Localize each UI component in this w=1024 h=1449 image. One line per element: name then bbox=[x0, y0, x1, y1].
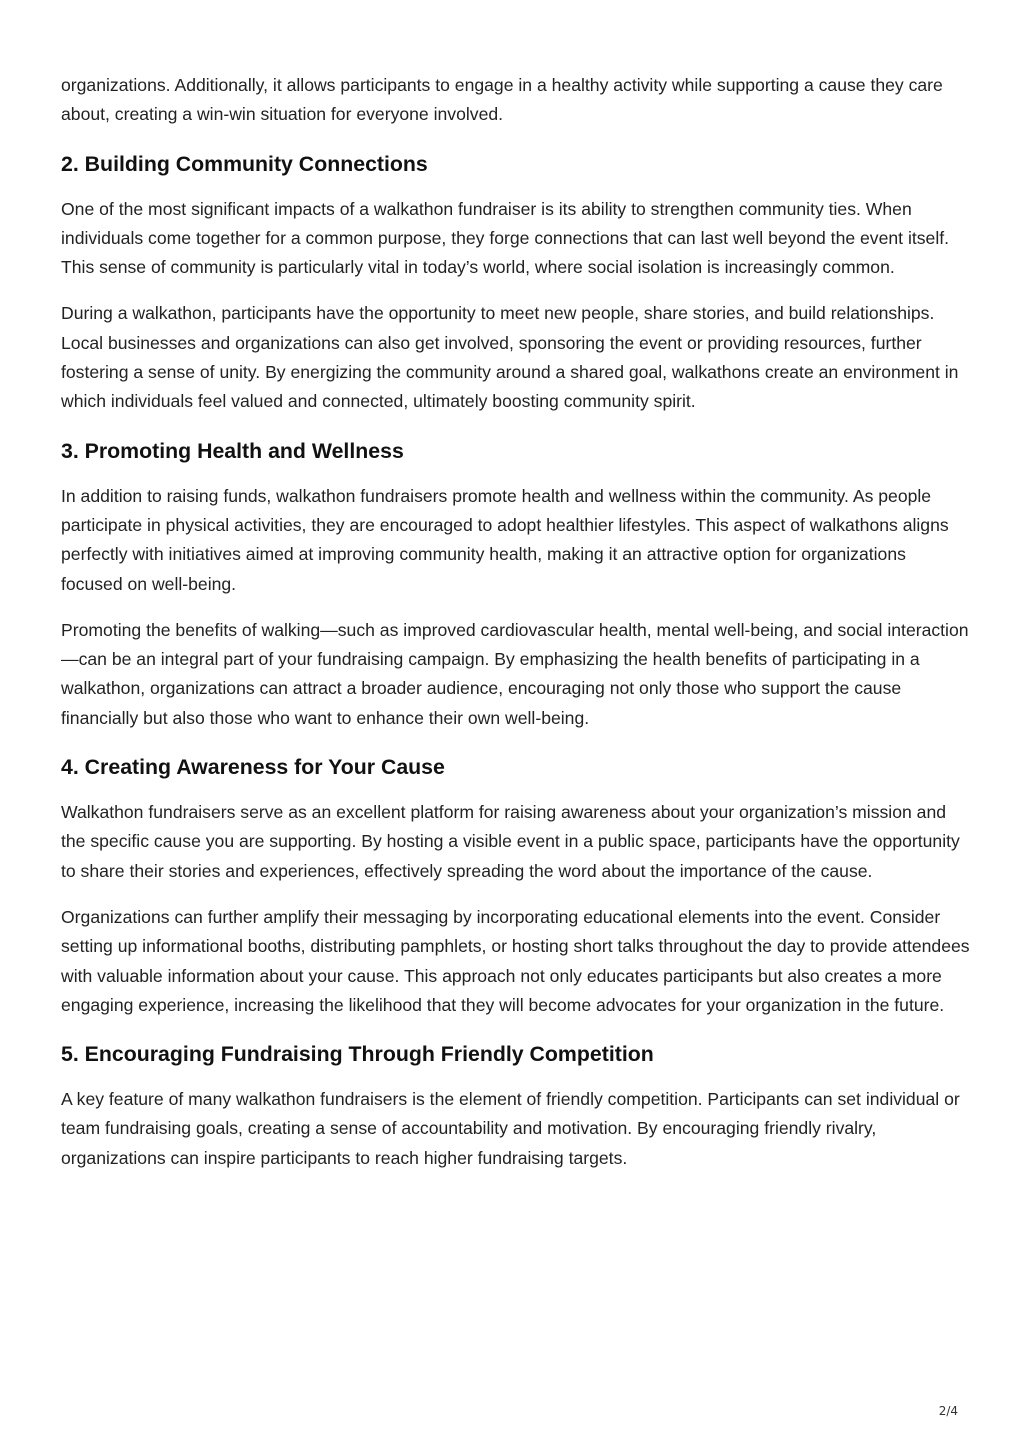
paragraph: A key feature of many walkathon fundraisers is the element of friendly competition. Participants can set individual or team fundraising goals, creating a sense of accountability and motivation. By encouraging friendly rivalry, organizations can inspire participants to reach higher fundraising targets. bbox=[61, 1089, 960, 1168]
paragraph: Walkathon fundraisers serve as an excellent platform for raising awareness about your organization’s mission and the specific cause you are supporting. By hosting a visible event in a public space, participants have the opportunity to share their stories and experiences, effectively spreading the word about the importance of the cause. bbox=[61, 802, 960, 881]
section-creating-awareness bbox=[61, 753, 971, 1020]
paragraph: Organizations can further amplify their messaging by incorporating educational elements into the event. Consider setting up informational booths, distributing pamphlets, or hosting short talks throughout the day to provide attendees with valuable information about your cause. This approach not only educates participants but also creates a more engaging experience, increasing the likelihood that they will become advocates for your organization in the future. bbox=[61, 906, 970, 1015]
paragraph: One of the most significant impacts of a walkathon fundraiser is its ability to strengthen community ties. When individuals come together for a common purpose, they forge connections that can last well beyond the event itself. This sense of community is particularly vital in today’s world, where social isolation is increasingly common. bbox=[61, 198, 950, 278]
paragraph: In addition to raising funds, walkathon fundraisers promote health and wellness within the community. As people participate in physical activities, they are encouraged to adopt healthier lifestyles. This aspect of walkathons aligns perfectly with initiatives aimed at improving community health, making it an attractive option for organizations focused on well-being. bbox=[61, 485, 949, 594]
section-health-wellness bbox=[61, 437, 971, 733]
document-page bbox=[61, 71, 971, 1190]
section-heading: 3. Promoting Health and Wellness bbox=[61, 438, 404, 463]
paragraph: Promoting the benefits of walking—such as improved cardiovascular health, mental well-being, and social interaction—can be an integral part of your fundraising campaign. By emphasizing the health benefits of participating in a walkathon, organizations can attract a broader audience, encouraging not only those who support the cause financially but also those who want to enhance their own well-being. bbox=[61, 619, 969, 728]
intro-paragraph: organizations. Additionally, it allows participants to engage in a healthy activity while supporting a cause they care about, creating a win-win situation for everyone involved. bbox=[61, 75, 943, 125]
paragraph: During a walkathon, participants have the opportunity to meet new people, share stories, and build relationships. Local businesses and organizations can also get involved, sponsoring the event or providing resources, further fostering a sense of unity. By energizing the community around a shared goal, walkathons create an environment in which individuals feel valued and connected, ultimately boosting community spirit. bbox=[61, 303, 959, 412]
page-number: 2/4 bbox=[938, 1404, 958, 1418]
section-community-connections bbox=[61, 150, 971, 417]
section-friendly-competition bbox=[61, 1040, 971, 1173]
section-heading: 4. Creating Awareness for Your Cause bbox=[61, 755, 445, 780]
section-heading: 2. Building Community Connections bbox=[61, 151, 428, 176]
section-heading: 5. Encouraging Fundraising Through Friendly Competition bbox=[61, 1042, 654, 1067]
